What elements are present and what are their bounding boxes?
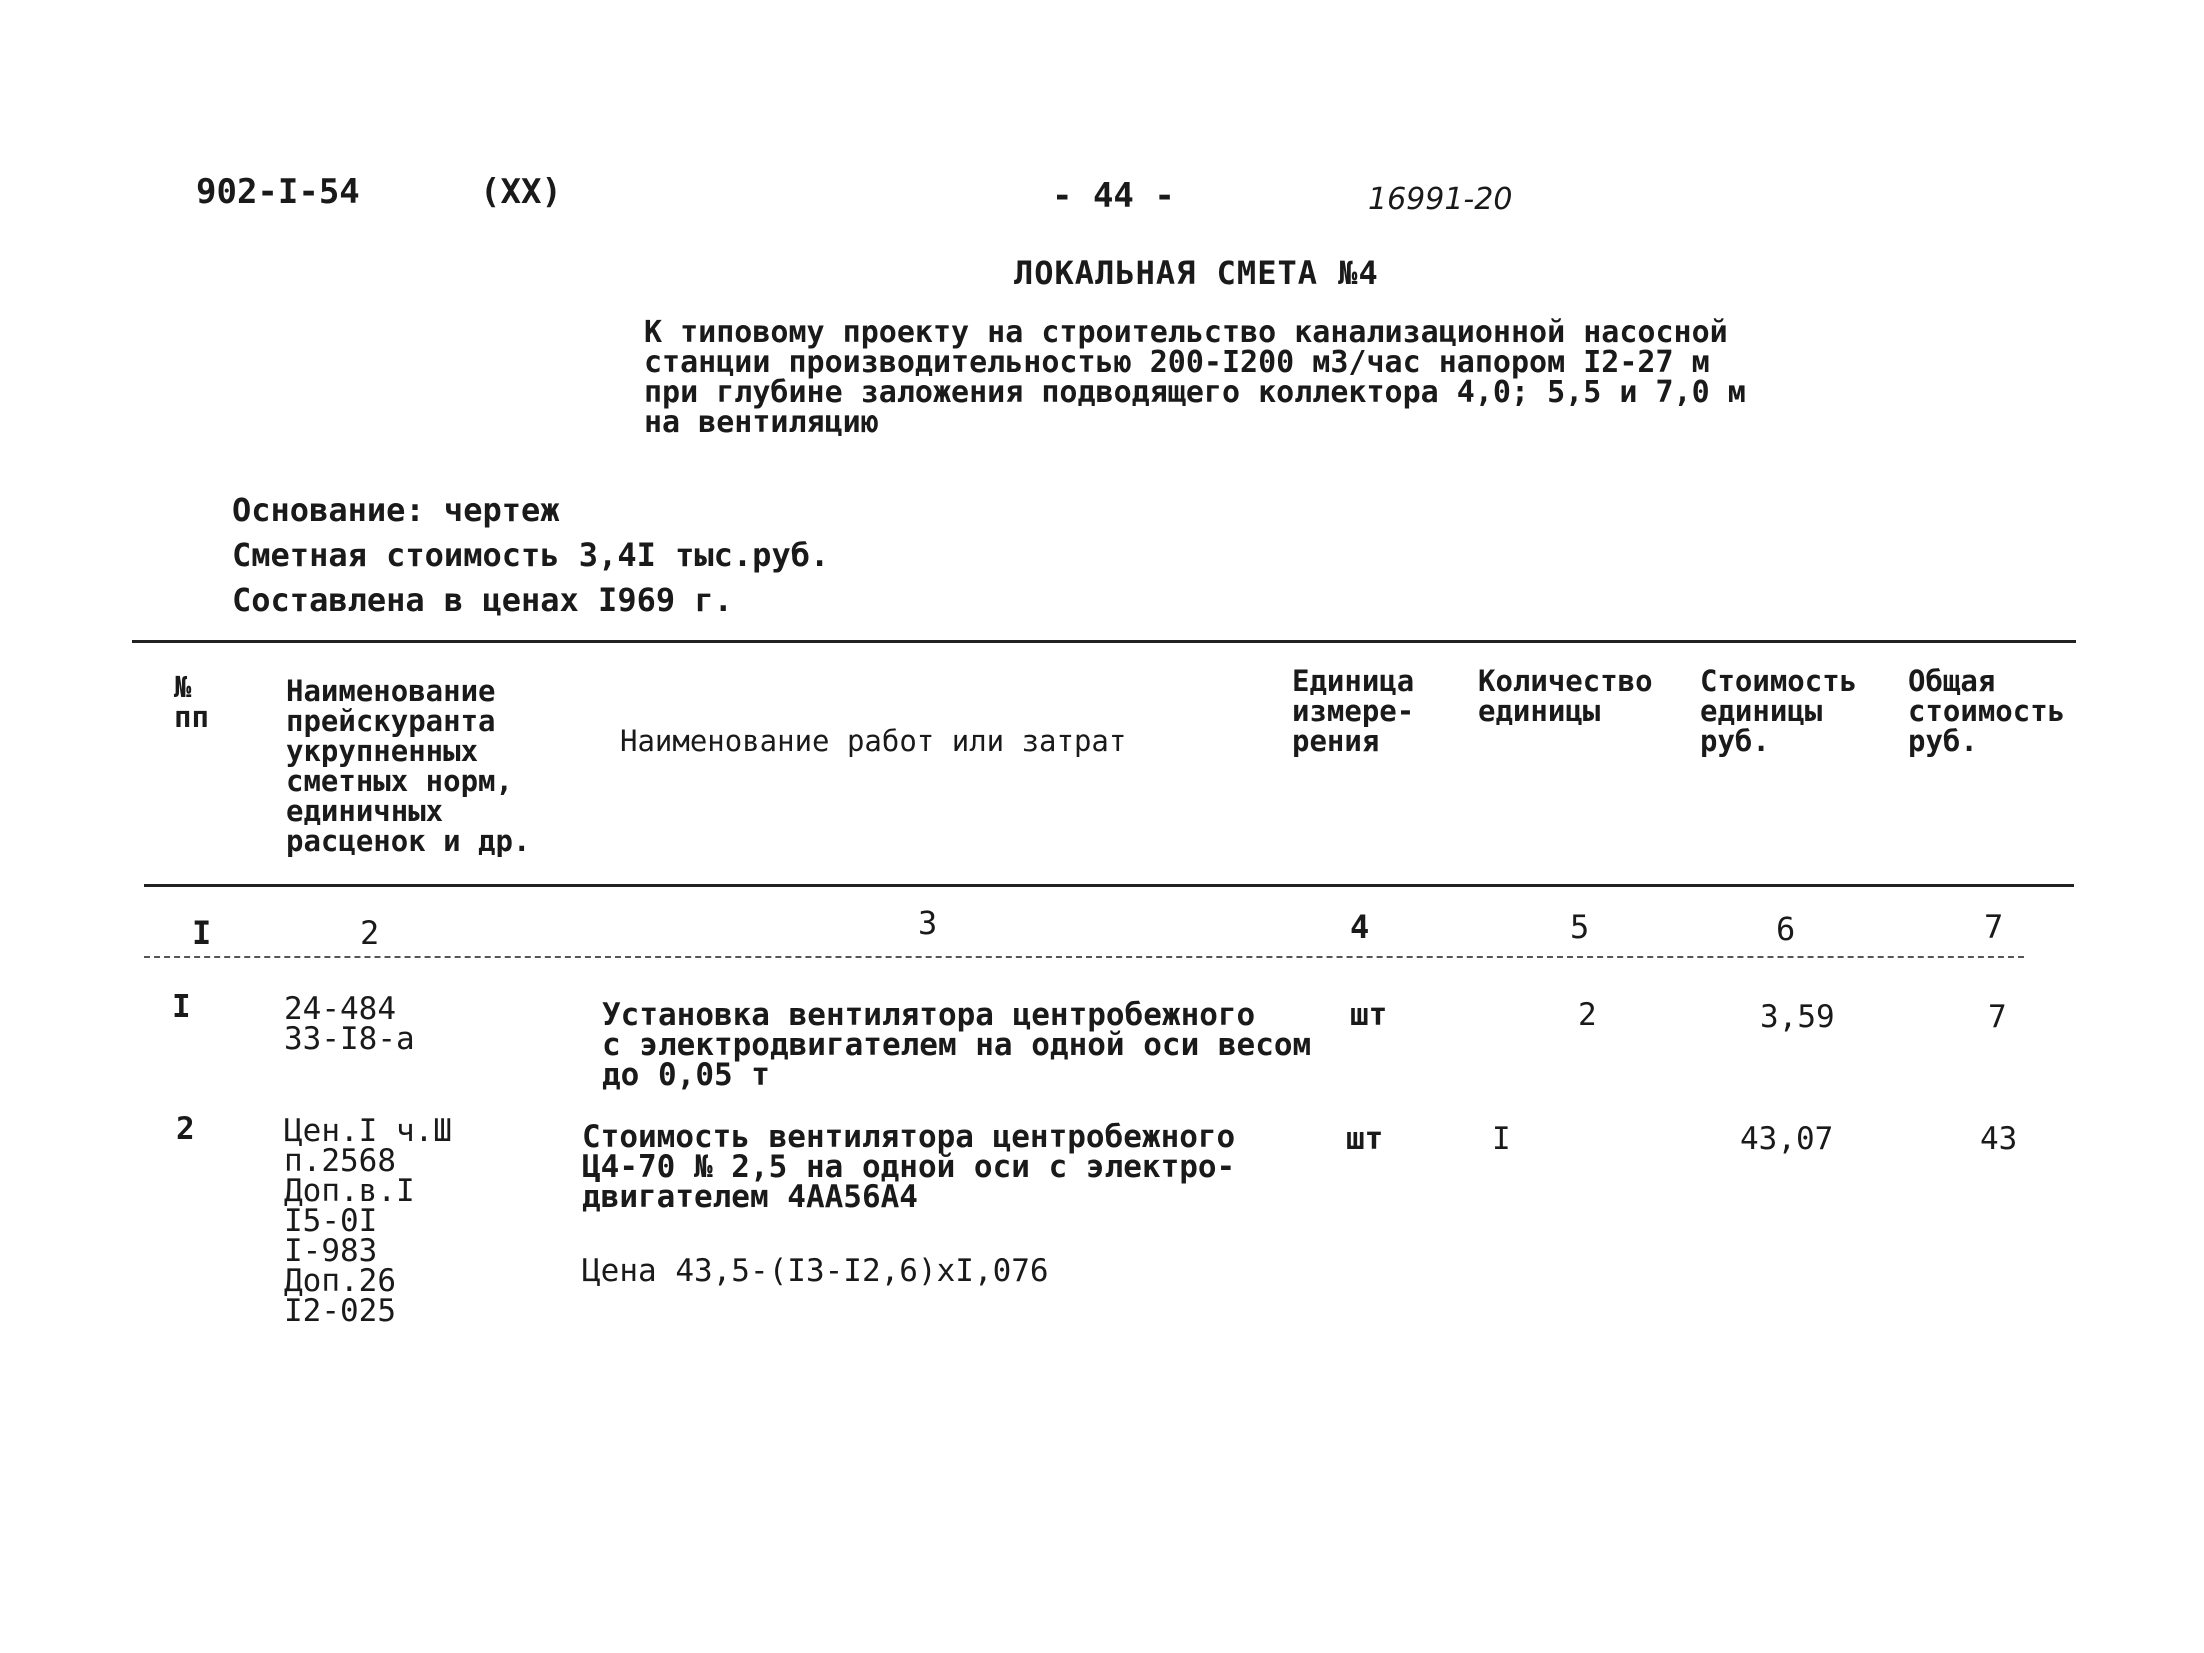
quantity-value: I [1492, 1121, 1511, 1157]
column-number: 3 [918, 904, 938, 942]
col-header-pricelist: Наименование прейскуранта укрупненных сметных норм, единичных расценок и др. [286, 674, 531, 858]
basis-line: Основание: чертеж [232, 491, 560, 529]
column-number: 5 [1570, 908, 1590, 946]
quantity-value: 2 [1578, 997, 1597, 1033]
unit-value: шт [1346, 1121, 1384, 1157]
col-header-works: Наименование работ или затрат [620, 724, 1127, 758]
prices-line: Составлена в ценах I969 г. [232, 581, 733, 619]
handwritten-stamp: 16991-20 [1368, 182, 1513, 217]
col-header-total-cost: Общая стоимость руб. [1908, 664, 2066, 758]
work-name: Стоимость вентилятора центробежного Ц4-70 № 2,5 на одной оси с электро- двигателем 4АА56А4 [582, 1119, 1236, 1215]
table-top-rule [132, 640, 2076, 643]
column-number: 4 [1350, 908, 1370, 946]
row-number: I [172, 989, 191, 1025]
document-title: ЛОКАЛЬНАЯ СМЕТА №4 [1014, 254, 1379, 292]
unit-value: шт [1350, 997, 1388, 1033]
pricelist-code: 24-484 33-I8-а [284, 991, 415, 1057]
subtitle-block [644, 315, 1746, 440]
column-number: 7 [1984, 908, 2004, 946]
subtitle-line: на вентиляцию [644, 405, 879, 440]
column-number: 2 [360, 914, 380, 952]
column-number: I [192, 914, 212, 952]
col-header-unit: Единица измере- рения [1292, 664, 1415, 758]
cost-line: Сметная стоимость 3,4I тыс.руб. [232, 536, 830, 574]
meta-block [232, 488, 829, 623]
price-formula: Цена 43,5-(I3-I2,6)хI,076 [582, 1253, 1049, 1289]
page-number: - 44 - [1052, 176, 1175, 216]
subtitle-line: К типовому проекту на строительство канализационной насосной [644, 315, 1728, 350]
document-code: 902-I-54 [196, 172, 360, 212]
work-name: Установка вентилятора центробежного с электродвигателем на одной оси весом до 0,05 т [602, 997, 1312, 1093]
col-header-quantity: Количество единицы [1478, 664, 1653, 728]
col-header-unit-cost: Стоимость единицы руб. [1700, 664, 1858, 758]
col-header-number: № пп [174, 670, 209, 734]
pricelist-code: Цен.I ч.Ш п.2568 Доп.в.I I5-0I I-983 Доп.26 I2-025 [284, 1113, 452, 1329]
column-number-rule [144, 956, 2024, 958]
subtitle-line: станции производительностью 200-I200 м3/час напором I2-27 м [644, 345, 1710, 380]
unit-cost-value: 3,59 [1760, 999, 1835, 1035]
total-cost-value: 7 [1988, 999, 2007, 1035]
row-number: 2 [176, 1111, 195, 1147]
total-cost-value: 43 [1980, 1121, 2018, 1157]
subtitle-line: при глубине заложения подводящего коллектора 4,0; 5,5 и 7,0 м [644, 375, 1746, 410]
unit-cost-value: 43,07 [1740, 1121, 1834, 1157]
column-number: 6 [1776, 910, 1796, 948]
roman-numeral-marker: (XX) [480, 172, 562, 212]
table-header-rule [144, 884, 2074, 887]
